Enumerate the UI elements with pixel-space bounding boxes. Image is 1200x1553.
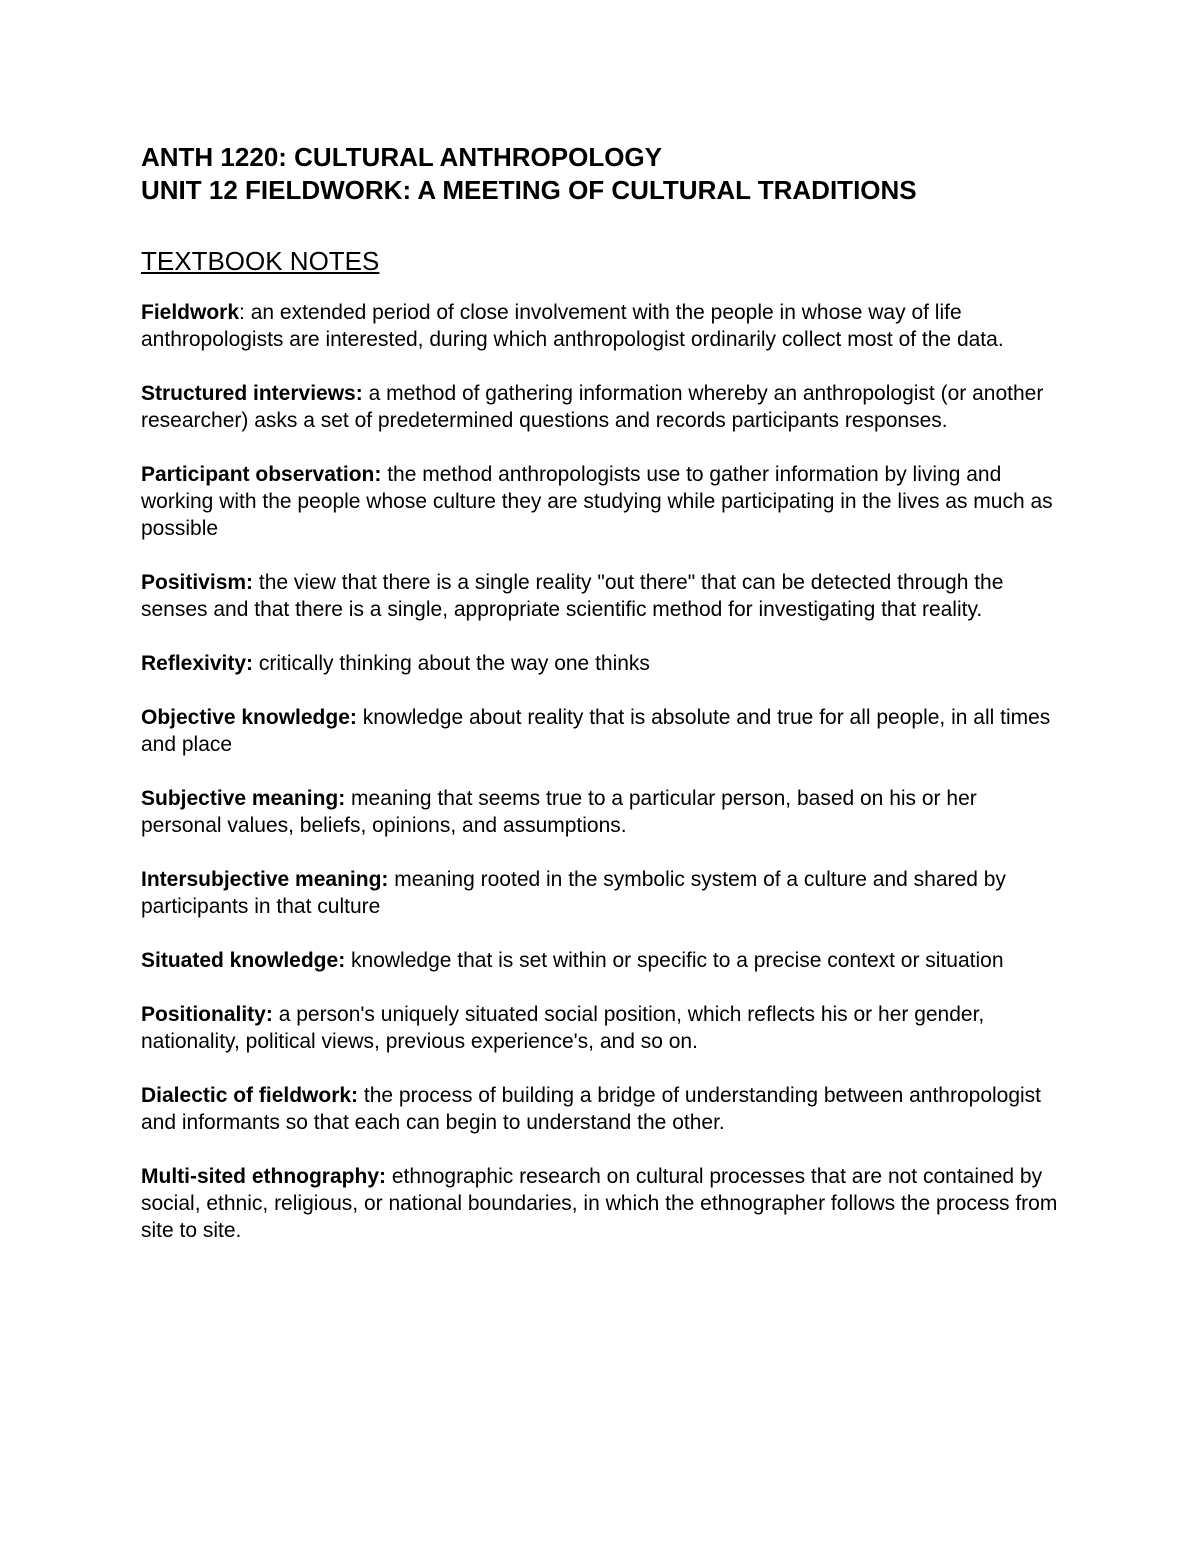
glossary-list bbox=[141, 299, 1061, 1244]
glossary-entry bbox=[141, 947, 1061, 974]
entry-definition: a person's uniquely situated social position, which reflects his or her gender, nationality, political views, previous experience's, and so on. bbox=[141, 1003, 985, 1053]
entry-definition: knowledge that is set within or specific to a precise context or situation bbox=[345, 949, 1004, 972]
entry-term: Situated knowledge: bbox=[141, 949, 346, 972]
entry-term: Intersubjective meaning: bbox=[141, 868, 389, 891]
entry-definition: knowledge about reality that is absolute and true for all people, in all times and place bbox=[141, 706, 1051, 756]
entry-definition: the process of building a bridge of understanding between anthropologist and informants so that each can begin to understand the other. bbox=[141, 1084, 1042, 1134]
entry-term: Objective knowledge: bbox=[141, 706, 357, 729]
glossary-entry bbox=[141, 299, 1061, 353]
entry-definition: the method anthropologists use to gather information by living and working with the people whose culture they are studying while participating in the lives as much as possible bbox=[141, 463, 1053, 540]
entry-term: Fieldwork bbox=[141, 301, 240, 324]
entry-definition: the view that there is a single reality "out there" that can be detected through the senses and that there is a single, appropriate scientific method for investigating that reality. bbox=[141, 571, 1004, 621]
glossary-entry bbox=[141, 650, 1061, 677]
glossary-entry bbox=[141, 1082, 1061, 1136]
entry-term: Reflexivity: bbox=[141, 652, 254, 675]
entry-term: Structured interviews: bbox=[141, 382, 363, 405]
entry-term: Positivism: bbox=[141, 571, 254, 594]
entry-definition: meaning that seems true to a particular person, based on his or her personal values, beliefs, opinions, and assumptions. bbox=[141, 787, 977, 837]
entry-term: Participant observation: bbox=[141, 463, 382, 486]
entry-definition: a method of gathering information whereby an anthropologist (or another researcher) asks a set of predetermined questions and records participants responses. bbox=[141, 382, 1044, 432]
glossary-entry bbox=[141, 1163, 1061, 1244]
entry-term: Dialectic of fieldwork: bbox=[141, 1084, 359, 1107]
entry-term: Subjective meaning: bbox=[141, 787, 346, 810]
course-title: ANTH 1220: CULTURAL ANTHROPOLOGY bbox=[141, 142, 662, 172]
entry-term: Positionality: bbox=[141, 1003, 273, 1026]
glossary-entry bbox=[141, 380, 1061, 434]
entry-definition: critically thinking about the way one thinks bbox=[253, 652, 650, 675]
glossary-entry bbox=[141, 1001, 1061, 1055]
glossary-entry bbox=[141, 704, 1061, 758]
section-heading: TEXTBOOK NOTES bbox=[141, 246, 380, 276]
glossary-entry bbox=[141, 569, 1061, 623]
glossary-entry bbox=[141, 866, 1061, 920]
entry-definition: : an extended period of close involvement with the people in whose way of life anthropologists are interested, during which anthropologist ordinarily collect most of the data. bbox=[141, 301, 1004, 351]
entry-definition: ethnographic research on cultural processes that are not contained by social, ethnic, religious, or national boundaries, in which the ethnographer follows the process from site to site. bbox=[141, 1165, 1058, 1242]
entry-definition: meaning rooted in the symbolic system of a culture and shared by participants in that culture bbox=[141, 868, 1006, 918]
document-title bbox=[141, 141, 1061, 207]
glossary-entry bbox=[141, 785, 1061, 839]
unit-title: UNIT 12 FIELDWORK: A MEETING OF CULTURAL TRADITIONS bbox=[141, 175, 917, 205]
document-page bbox=[141, 141, 1061, 1271]
entry-term: Multi-sited ethnography: bbox=[141, 1165, 386, 1188]
glossary-entry bbox=[141, 461, 1061, 542]
